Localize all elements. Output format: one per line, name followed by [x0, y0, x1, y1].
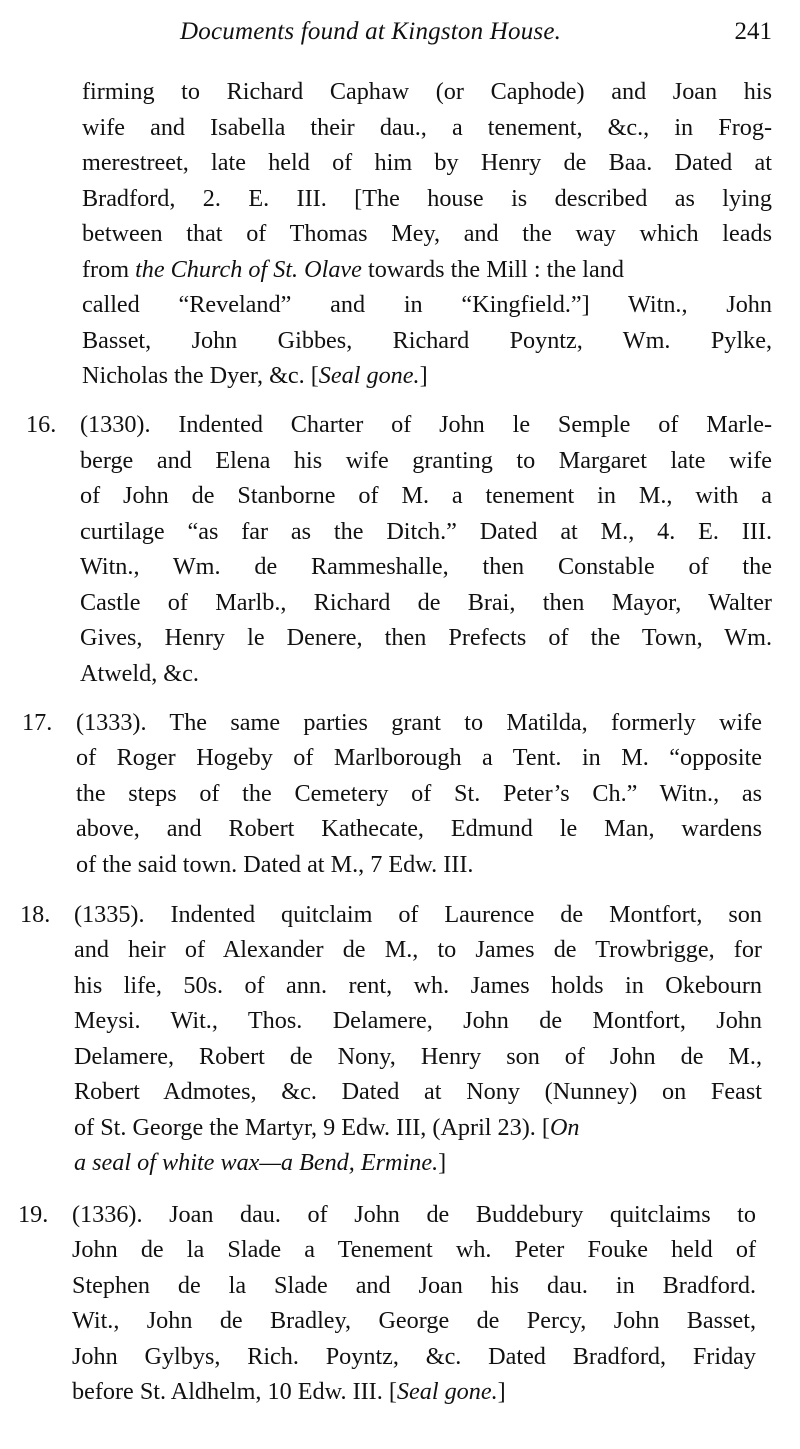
text-line: Meysi. Wit., Thos. Delamere, John de Montfort, John [74, 1007, 762, 1034]
text-line: Witn., Wm. de Rammeshalle, then Constable of the [80, 553, 772, 580]
running-title: Documents found at Kingston House. [180, 18, 562, 45]
text-line: wife and Isabella their dau., a tenement, &c., in Frog- [82, 114, 772, 141]
text-line: Wit., John de Bradley, George de Percy, John Basset, [72, 1307, 756, 1334]
text-line: of the said town. Dated at M., 7 Edw. III. [76, 851, 474, 878]
text-line: a seal of white wax—a Bend, Ermine.] [74, 1149, 447, 1176]
running-header [0, 14, 800, 50]
text-line: from the Church of St. Olave towards the Mill : the land [82, 256, 624, 283]
text-line: Castle of Marlb., Richard de Brai, then Mayor, Walter [80, 589, 772, 616]
text-line: (1333). The same parties grant to Matilda, formerly wife [76, 709, 762, 736]
text-line: called “Reveland” and in “Kingfield.”] Witn., John [82, 291, 772, 318]
text-line: curtilage “as far as the Ditch.” Dated at M., 4. E. III. [80, 518, 772, 545]
text-line: Stephen de la Slade and Joan his dau. in Bradford. [72, 1272, 756, 1299]
seal-note: Seal gone. [396, 1378, 498, 1405]
text-line: firming to Richard Caphaw (or Caphode) and Joan his [82, 78, 772, 105]
text-line: John de la Slade a Tenement wh. Peter Fouke held of [72, 1236, 756, 1263]
text-line: Bradford, 2. E. III. [The house is described as lying [82, 185, 772, 212]
text-line: (1330). Indented Charter of John le Semple of Marle- [80, 411, 772, 438]
text-line: Nicholas the Dyer, &c. [Seal gone.] [82, 362, 428, 389]
text-line: before St. Aldhelm, 10 Edw. III. [Seal gone.] [72, 1378, 506, 1405]
text-line: of Roger Hogeby of Marlborough a Tent. in M. “opposite [76, 744, 762, 771]
text-line: Robert Admotes, &c. Dated at Nony (Nunney) on Feast [74, 1078, 762, 1105]
text-line: Atweld, &c. [80, 660, 199, 687]
entry-number: 18. [20, 901, 51, 928]
text-line: the steps of the Cemetery of St. Peter’s Ch.” Witn., as [76, 780, 762, 807]
text-line: of St. George the Martyr, 9 Edw. III, (April 23). [On [74, 1114, 580, 1141]
text-line: John Gylbys, Rich. Poyntz, &c. Dated Bradford, Friday [72, 1343, 756, 1370]
text-line: (1335). Indented quitclaim of Laurence de Montfort, son [74, 901, 762, 928]
text-line: (1336). Joan dau. of John de Buddebury quitclaims to [72, 1201, 756, 1228]
text-line: between that of Thomas Mey, and the way which leads [82, 220, 772, 247]
text-line: above, and Robert Kathecate, Edmund le Man, wardens [76, 815, 762, 842]
seal-note: On [549, 1114, 580, 1141]
text-line: of John de Stanborne of M. a tenement in M., with a [80, 482, 772, 509]
entry-number: 16. [26, 411, 57, 438]
text-line: Basset, John Gibbes, Richard Poyntz, Wm. Pylke, [82, 327, 772, 354]
text-line: merestreet, late held of him by Henry de Baa. Dated at [82, 149, 772, 176]
text-line: Delamere, Robert de Nony, Henry son of John de M., [74, 1043, 762, 1070]
text-line: his life, 50s. of ann. rent, wh. James holds in Okebourn [74, 972, 762, 999]
text-line: Gives, Henry le Denere, then Prefects of the Town, Wm. [80, 624, 772, 651]
text-line: and heir of Alexander de M., to James de Trowbrigge, for [74, 936, 762, 963]
text-line: berge and Elena his wife granting to Margaret late wife [80, 447, 772, 474]
entry-number: 17. [22, 709, 53, 736]
seal-note: Seal gone. [318, 362, 420, 389]
page-number: 241 [734, 18, 772, 45]
seal-note: a seal of white wax—a Bend, Ermine. [74, 1149, 439, 1176]
entry-number: 19. [18, 1201, 49, 1228]
italic-place-name: the Church of St. Olave [135, 256, 362, 283]
